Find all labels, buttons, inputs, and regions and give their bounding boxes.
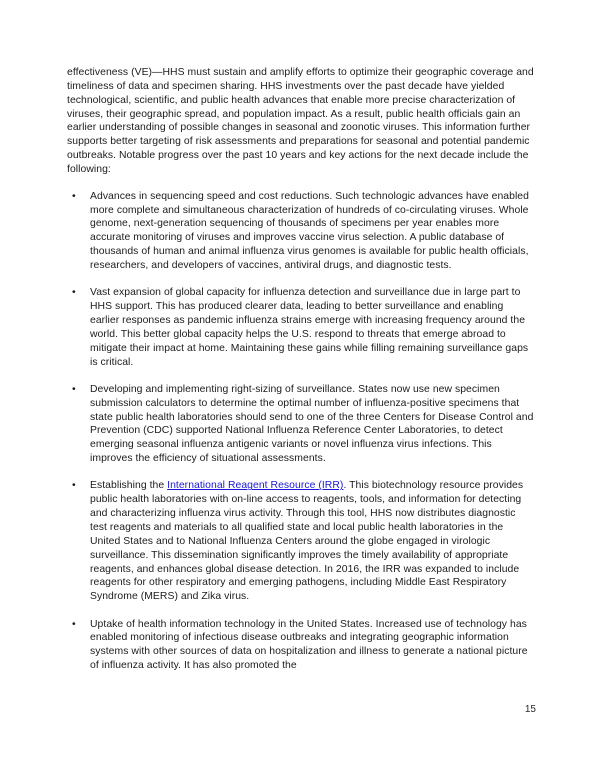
list-item [67, 383, 534, 466]
list-item-text: Uptake of health information technology in the United States. Increased use of technology has enabled monitoring of infectious disease outbreaks and integrating geographic information systems with other sources of data on hospitalization and illness to generate a national picture of influenza activity. It has also promoted the [90, 618, 528, 672]
list-item-text: Developing and implementing right-sizing of surveillance. States now use new specimen submission calculators to determine the optimal number of influenza-positive specimens that state public health laboratories should send to one of the three Centers for Disease Control and Prevention (CDC) supported National Influenza Reference Center Laboratories, to detect emerging seasonal influenza antigenic variants or novel influenza virus infections. This improves the efficiency of situational assessments. [90, 383, 534, 465]
page-content [67, 66, 534, 673]
list-item-text: Vast expansion of global capacity for influenza detection and surveillance due in large part to HHS support. This has produced clearer data, leading to better surveillance and enabling earlier responses as pandemic influenza strains emerge with increasing frequency around the world. This better global capacity helps the U.S. respond to threats that emerge abroad to mitigate their impact at home. Maintaining these gains while filling remaining surveillance gaps is critical. [90, 287, 529, 368]
page-number: 15 [524, 704, 536, 715]
list-item [67, 618, 534, 673]
bullet-point-icon: • [72, 190, 76, 202]
list-item-text-after-link: . This biotechnology resource provides public health laboratories with on-line access to reagents, tools, and information for detecting and characterizing influenza virus activity. Through this tool, HHS now distributes diagnostic test reagents and materials to all qualified state and local public health laboratories in the United States and to National Influenza Centers around the globe engaged in virologic surveillance. This dissemination significantly improves the timely availability of appropriate reagents, and enhances global disease detection. In 2016, the IRR was expanded to include reagents for other respiratory and emerging pathogens, including Middle East Respiratory Syndrome (MERS) and Zika virus. [90, 480, 524, 603]
list-item [67, 190, 534, 273]
list-item-text [90, 479, 534, 604]
international-reagent-resource-link[interactable]: International Reagent Resource (IRR) [167, 480, 344, 492]
progress-bullet-list [67, 190, 534, 673]
bullet-point-icon: • [72, 480, 76, 492]
bullet-point-icon: • [72, 618, 76, 630]
intro-paragraph: effectiveness (VE)—HHS must sustain and amplify efforts to optimize their geographic coverage and timeliness of data and specimen sharing. HHS investments over the past decade have yielded technological, scientific, and public health advances that enable more precise characterization of viruses, their geographic spread, and population impact. As a result, public health officials gain an earlier understanding of possible changes in seasonal and zoonotic viruses. This information further supports better targeting of risk assessments and preparations for seasonal and potential pandemic outbreaks. Notable progress over the past 10 years and key actions for the next decade include the following: [67, 67, 534, 175]
bullet-point-icon: • [72, 383, 76, 395]
list-item-text: Advances in sequencing speed and cost reductions. Such technologic advances have enabled more complete and simultaneous characterization of hundreds of co-circulating viruses. Whole genome, next-generation sequencing of thousands of specimens per year enables more accurate monitoring of viruses and improves vaccine virus selection. A public database of thousands of human and animal influenza virus genomes is available for public health officials, researchers, and developers of vaccines, antiviral drugs, and diagnostic tests. [90, 190, 529, 271]
list-item-with-link [67, 479, 534, 604]
list-item-text-before-link: Establishing the [90, 480, 168, 492]
list-item [67, 286, 534, 369]
bullet-point-icon: • [72, 287, 76, 299]
